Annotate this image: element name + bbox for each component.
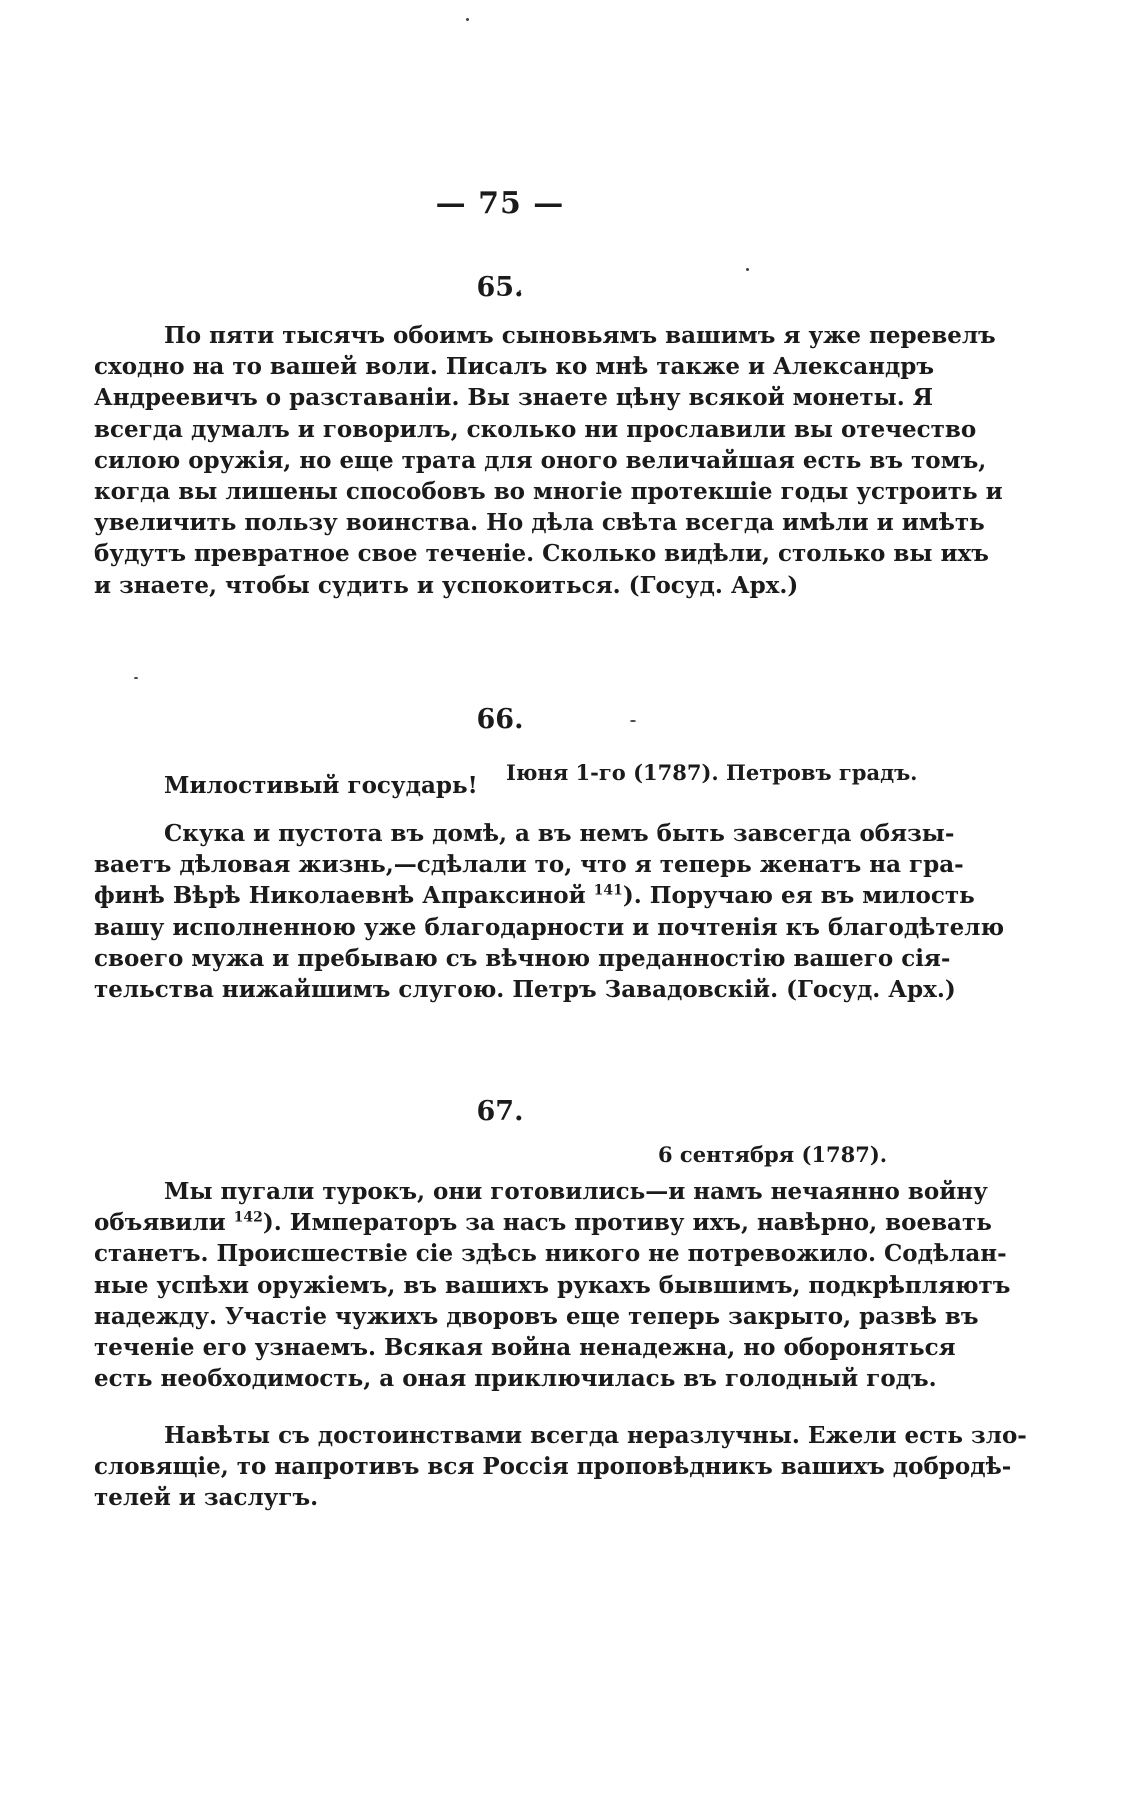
text-line: будутъ превратное свое теченіе. Сколько видѣли, столько вы ихъ	[94, 540, 989, 568]
text-line: своего мужа и пребываю съ вѣчною преданностію вашего сія-	[94, 944, 951, 972]
text-line: силою оружія, но еще трата для оного величайшая есть въ томъ,	[94, 446, 987, 474]
print-speck	[746, 268, 749, 271]
text-segment: ). Императоръ за насъ противу ихъ, навѣрно, воевать	[262, 1209, 992, 1237]
text-line: увеличить пользу воинства. Но дѣла свѣта всегда имѣли и имѣть	[94, 509, 985, 537]
letter-number: 67.	[476, 1096, 524, 1127]
letter-dateline: Іюня 1-го (1787). Петровъ градъ.	[506, 760, 918, 785]
text-line: тельства нижайшимъ слугою. Петръ Завадовскій. (Госуд. Арх.)	[94, 975, 956, 1003]
text-line: станетъ. Происшествіе сіе здѣсь никого не потревожило. Содѣлан-	[94, 1240, 1007, 1268]
text-segment: финѣ Вѣрѣ Николаевнѣ Апраксиной	[94, 882, 586, 910]
print-speck	[466, 18, 469, 21]
text-segment: ). Поручаю ея въ милость	[622, 882, 975, 910]
text-line: телей и заслугъ.	[94, 1484, 319, 1512]
text-line: По пяти тысячъ обоимъ сыновьямъ вашимъ я уже перевелъ	[164, 322, 996, 349]
print-speck	[134, 677, 138, 679]
text-line: есть необходимость, а оная приключилась въ голодный годъ.	[94, 1365, 937, 1393]
text-line: всегда думалъ и говорилъ, сколько ни прославили вы отечество	[94, 415, 977, 443]
letter-dateline: 6 сентября (1787).	[658, 1142, 888, 1167]
letter-paragraph	[94, 1420, 1027, 1514]
text-line: словящіе, то напротивъ вся Россія проповѣдникъ вашихъ добродѣ-	[94, 1453, 1012, 1481]
text-line: ные успѣхи оружіемъ, въ вашихъ рукахъ бывшимъ, подкрѣпляютъ	[94, 1271, 1011, 1299]
text-line: когда вы лишены способовъ во многіе протекшіе годы устроить и	[94, 477, 1003, 505]
text-line: вашу исполненною уже благодарности и почтенія къ благодѣтелю	[94, 913, 1005, 941]
letter-paragraph	[94, 1176, 1011, 1394]
text-line: и знаете, чтобы судить и успокоиться. (Госуд. Арх.)	[94, 571, 799, 599]
text-line: Андреевичъ о разставаніи. Вы знаете цѣну всякой монеты. Я	[94, 384, 934, 412]
footnote-marker: 142	[233, 1209, 263, 1226]
text-line	[94, 880, 975, 911]
text-line	[94, 1207, 992, 1238]
footnote-marker: 141	[593, 882, 623, 899]
text-line: сходно на то вашей воли. Писалъ ко мнѣ также и Александръ	[94, 353, 935, 381]
letter-number: 66.	[476, 704, 524, 735]
text-line: теченіе его узнаемъ. Всякая война ненадежна, но обороняться	[94, 1333, 956, 1361]
text-line: надежду. Участіе чужихъ дворовъ еще теперь закрыто, развѣ въ	[94, 1302, 979, 1330]
letter-paragraph	[94, 320, 1003, 601]
letter-number: 65.	[476, 272, 524, 303]
text-line: ваетъ дѣловая жизнь,—сдѣлали то, что я теперь женатъ на гра-	[94, 851, 964, 879]
page-number: — 75 —	[435, 186, 565, 221]
letter-paragraph	[94, 818, 1005, 1005]
text-line: Мы пугали турокъ, они готовились—и намъ нечаянно войну	[164, 1178, 988, 1205]
text-line: Скука и пустота въ домѣ, а въ немъ быть завсегда обязы-	[164, 820, 955, 847]
text-segment: объявили	[94, 1209, 226, 1237]
text-line: Навѣты съ достоинствами всегда неразлучны. Ежели есть зло-	[164, 1422, 1027, 1449]
letter-salutation: Милостивый государь!	[164, 772, 478, 799]
